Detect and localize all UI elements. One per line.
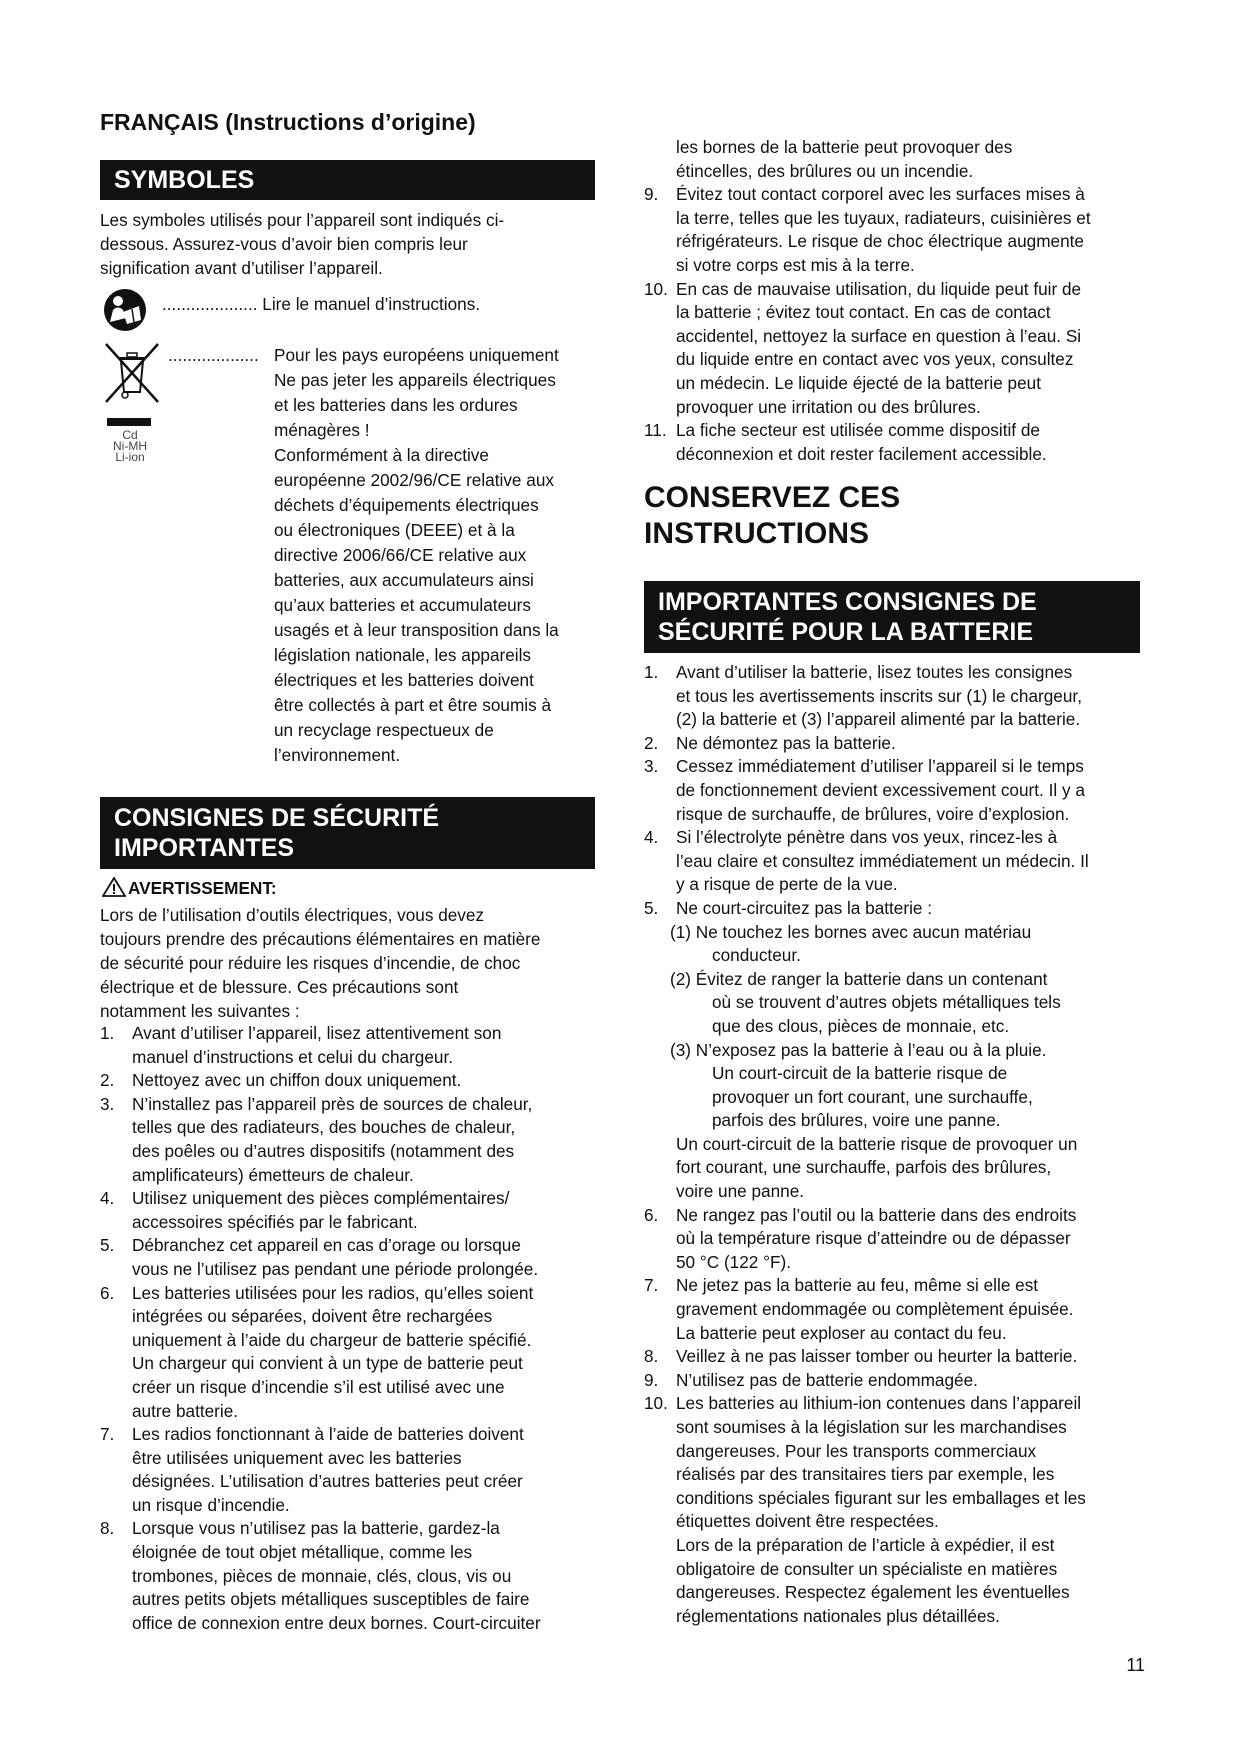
battery-list xyxy=(644,661,1144,921)
battery-subitem xyxy=(644,1039,1144,1133)
battery-item5-note xyxy=(644,1133,1144,1204)
list-item-line: Cessez immédiatement d’utiliser l’appareil si le temps xyxy=(676,756,1084,777)
list-item-number: 4. xyxy=(100,1188,115,1209)
list-item xyxy=(644,755,1144,826)
weee-bar xyxy=(107,418,151,426)
weee-dots-text: ................... xyxy=(168,345,259,365)
list-item-line: Ne jetez pas la batterie au feu, même si elle est xyxy=(676,1275,1039,1296)
weee-line: électriques et les batteries doivent xyxy=(274,670,534,690)
warning-line: électrique et de blessure. Ces précautions sont xyxy=(100,977,459,997)
list-item xyxy=(100,1022,605,1069)
list-item-number: 5. xyxy=(644,897,659,918)
list-item-line: autre batterie. xyxy=(132,1400,239,1421)
page-number: 11 xyxy=(1126,1655,1145,1675)
list-item xyxy=(644,826,1144,897)
battery-subitem-first xyxy=(670,921,1144,945)
list-item-line: office de connexion entre deux bornes. Court-circuiter xyxy=(132,1612,541,1633)
symbols-heading xyxy=(100,160,595,200)
battery-subitem-line: Un court-circuit de la batterie risque de xyxy=(712,1063,1008,1084)
weee-line: l’environnement. xyxy=(274,745,401,765)
weee-line: ou électroniques (DEEE) et à la xyxy=(274,520,515,540)
list-item-line: accidentel, nettoyez la surface en question à l’eau. Si xyxy=(676,325,1082,346)
list-item-line: manuel d’instructions et celui du chargeur. xyxy=(132,1046,454,1067)
list-item xyxy=(100,1093,605,1187)
weee-line: Pour les pays européens uniquement xyxy=(274,345,559,365)
list-item-line: 50 °C (122 °F). xyxy=(676,1251,792,1272)
list-item-number: 3. xyxy=(644,756,659,777)
list-item-number: 8. xyxy=(100,1518,115,1539)
list-item-line: étiquettes doivent être respectées. xyxy=(676,1511,939,1532)
warning-triangle-icon xyxy=(102,877,128,903)
weee-line: ménagères ! xyxy=(274,420,370,440)
list-item xyxy=(644,419,1144,466)
crossed-bin-icon xyxy=(102,340,162,406)
list-item-number: 6. xyxy=(100,1282,115,1303)
list-item-number: 8. xyxy=(644,1346,659,1367)
list-item xyxy=(644,278,1144,420)
symbols-intro: Les symboles utilisés pour l’appareil sont indiqués ci-dessous. Assurez-vous d’avoir bien compris leur signification avant d’utiliser l’appareil. xyxy=(100,210,505,278)
list-item xyxy=(644,1204,1144,1275)
battery-heading-line2: SÉCURITÉ POUR LA BATTERIE xyxy=(658,618,1034,646)
read-manual-icon xyxy=(103,288,147,332)
list-item-line: N’installez pas l’appareil près de sources de chaleur, xyxy=(132,1093,533,1114)
list-item-line: intégrées ou séparées, doivent être rechargées xyxy=(132,1306,493,1327)
list-item-line: de fonctionnement devient excessivement court. Il y a xyxy=(676,779,1085,800)
list-item-number: 9. xyxy=(644,1369,659,1390)
warning-block xyxy=(100,876,605,1023)
list-item-line: réalisés par des transitaires tiers par exemple, les xyxy=(676,1464,1055,1485)
list-item-line: Utilisez uniquement des pièces complémentaires/ xyxy=(132,1188,510,1209)
list-item-line: la terre, telles que les tuyaux, radiateurs, cuisinières et xyxy=(676,207,1091,228)
list-item-line: y a risque de perte de la vue. xyxy=(676,874,898,895)
list-item-line: N’utilisez pas de batterie endommagée. xyxy=(676,1369,978,1390)
battery-subitem-line: parfois des brûlures, voire une panne. xyxy=(712,1110,1001,1131)
list-item-line: La fiche secteur est utilisée comme dispositif de xyxy=(676,420,1040,441)
list-item-line: gravement endommagée ou complètement épuisée. xyxy=(676,1299,1074,1320)
list-item-line: du liquide entre en contact avec vos yeux, consultez xyxy=(676,349,1074,370)
list-item-line: réglementations nationales plus détaillées. xyxy=(676,1605,1000,1626)
safety-heading-line2: IMPORTANTES xyxy=(114,834,295,862)
list-item-number: 10. xyxy=(644,1393,668,1414)
list-item-number: 7. xyxy=(100,1424,115,1445)
list-item-line: éloignée de tout objet métallique, comme les xyxy=(132,1542,473,1563)
list-item xyxy=(644,897,1144,921)
battery-subitem-number: (1) xyxy=(670,921,692,942)
list-item-line: l’eau claire et consultez immédiatement un médecin. Il xyxy=(676,850,1089,871)
manual-symbol-row xyxy=(162,292,562,316)
list-item-line: Ne rangez pas l’outil ou la batterie dans des endroits xyxy=(676,1204,1077,1225)
battery-item5-line: voire une panne. xyxy=(676,1181,805,1202)
battery-subitem xyxy=(644,968,1144,1039)
keep-line2: INSTRUCTIONS xyxy=(644,517,869,550)
list-item-line: Les batteries utilisées pour les radios, qu’elles soient xyxy=(132,1282,534,1303)
list-item-line: Lors de la préparation de l’article à expédier, il est xyxy=(676,1534,1055,1555)
list-item xyxy=(100,1423,605,1517)
list-item-line: vous ne l’utilisez pas pendant une période prolongée. xyxy=(132,1258,539,1279)
list-item-line: trombones, pièces de monnaie, clés, clous, vis ou xyxy=(132,1565,512,1586)
list-item-number: 4. xyxy=(644,827,659,848)
battery-subitem-text: Évitez de ranger la batterie dans un contenant xyxy=(695,968,1048,989)
battery-item5-line: Un court-circuit de la batterie risque de provoquer un xyxy=(676,1133,1078,1154)
weee-line: européenne 2002/96/CE relative aux xyxy=(274,470,554,490)
warning-label: AVERTISSEMENT: xyxy=(128,878,277,898)
list-item-line: provoquer une irritation ou des brûlures. xyxy=(676,396,981,417)
list-item-line: telles que des radiateurs, des bouches de chaleur, xyxy=(132,1117,516,1138)
list-item-number: 11. xyxy=(644,420,667,441)
list-item xyxy=(644,183,1144,277)
list-item-number: 10. xyxy=(644,278,668,299)
weee-line: être collectés à part et être soumis à xyxy=(274,695,552,715)
list-item-line: créer un risque d’incendie s’il est utilisé avec une xyxy=(132,1376,505,1397)
weee-dots xyxy=(168,343,259,367)
list-item-line: accessoires spécifiés par le fabricant. xyxy=(132,1211,418,1232)
weee-line: et les batteries dans les ordures xyxy=(274,395,518,415)
battery-chem-labels xyxy=(102,430,158,463)
keep-line1: CONSERVEZ CES xyxy=(644,481,901,514)
battery-subitem-number: (2) xyxy=(670,968,692,989)
weee-line: déchets d’équipements électriques xyxy=(274,495,539,515)
manual-dots: .................... xyxy=(162,294,258,314)
list-item-line: réfrigérateurs. Le risque de choc électrique augmente xyxy=(676,231,1084,252)
list-item xyxy=(100,1234,605,1281)
list-item-line: et tous les avertissements inscrits sur (1) le chargeur, xyxy=(676,685,1082,706)
list-item-line: Évitez tout contact corporel avec les surfaces mises à xyxy=(676,184,1085,205)
list-item xyxy=(100,1282,605,1424)
list-item-line: Veillez à ne pas laisser tomber ou heurter la batterie. xyxy=(676,1346,1078,1367)
battery-list-after xyxy=(644,1204,1144,1629)
list-item-number: 2. xyxy=(644,732,659,753)
warning-title xyxy=(100,876,605,903)
list-item-line: (2) la batterie et (3) l’appareil alimenté par la batterie. xyxy=(676,709,1081,730)
list-item-number: 7. xyxy=(644,1275,659,1296)
weee-line: qu’aux batteries et accumulateurs xyxy=(274,595,531,615)
battery-subitem-first xyxy=(670,968,1144,992)
list-item-line: obligatoire de consulter un spécialiste en matières xyxy=(676,1558,1058,1579)
battery-subitem-line: conducteur. xyxy=(712,945,801,966)
list-item-line: amplificateurs) émetteurs de chaleur. xyxy=(132,1164,414,1185)
list-item-number: 6. xyxy=(644,1204,659,1225)
list-item-line: désignées. L’utilisation d’autres batteries peut créer xyxy=(132,1471,523,1492)
battery-subitem xyxy=(644,921,1144,968)
list-item-line: autres petits objets métalliques susceptibles de faire xyxy=(132,1589,530,1610)
warning-line: toujours prendre des précautions élémentaires en matière xyxy=(100,929,541,949)
list-item-line: Débranchez cet appareil en cas d’orage ou lorsque xyxy=(132,1235,521,1256)
list-item xyxy=(644,136,1144,183)
list-item-line: un risque d’incendie. xyxy=(132,1494,290,1515)
list-item-line: Les radios fonctionnant à l’aide de batteries doivent xyxy=(132,1424,524,1445)
list-item xyxy=(100,1517,605,1635)
battery-list-block xyxy=(644,661,1144,1628)
battery-label-nimh: Ni-MH xyxy=(113,439,147,453)
list-item-number: 2. xyxy=(100,1070,115,1091)
list-item xyxy=(100,1187,605,1234)
list-item-line: Lorsque vous n’utilisez pas la batterie, gardez-la xyxy=(132,1518,500,1539)
battery-subitem-line: provoquer un fort courant, une surchauffe, xyxy=(712,1086,1033,1107)
weee-line: Ne pas jeter les appareils électriques xyxy=(274,370,556,390)
weee-line: législation nationale, les appareils xyxy=(274,645,532,665)
list-item xyxy=(644,661,1144,732)
list-item-line: déconnexion et doit rester facilement accessible. xyxy=(676,443,1047,464)
weee-line: batteries, aux accumulateurs ainsi xyxy=(274,570,534,590)
list-item-line: un médecin. Le liquide éjecté de la batterie peut xyxy=(676,372,1042,393)
battery-subitem-line: que des clous, pièces de monnaie, etc. xyxy=(712,1015,1010,1036)
manual-text: Lire le manuel d’instructions. xyxy=(262,294,481,314)
list-item-line: Avant d’utiliser l’appareil, lisez attentivement son xyxy=(132,1023,502,1043)
list-item-line: la batterie ; évitez tout contact. En cas de contact xyxy=(676,302,1051,323)
symbols-heading-text: SYMBOLES xyxy=(114,166,255,194)
weee-line: directive 2006/66/CE relative aux xyxy=(274,545,527,565)
battery-subitem-text: Ne touchez les bornes avec aucun matériau xyxy=(695,921,1032,942)
list-item-line: En cas de mauvaise utilisation, du liquide peut fuir de xyxy=(676,278,1082,299)
list-item xyxy=(644,1274,1144,1345)
weee-line: usagés et à leur transposition dans la xyxy=(274,620,559,640)
warning-line: notamment les suivantes : xyxy=(100,1001,300,1021)
list-item-line: les bornes de la batterie peut provoquer des xyxy=(676,137,1013,157)
list-item xyxy=(644,732,1144,756)
battery-heading-line1: IMPORTANTES CONSIGNES DE xyxy=(658,588,1037,616)
list-item-line: Les batteries au lithium-ion contenues dans l’appareil xyxy=(676,1393,1082,1414)
list-item-line: étincelles, des brûlures ou un incendie. xyxy=(676,160,974,181)
safety-heading-line1: CONSIGNES DE SÉCURITÉ xyxy=(114,804,440,832)
page-language-title: FRANÇAIS (Instructions d’origine) xyxy=(100,109,476,135)
list-item-number: 5. xyxy=(100,1235,115,1256)
battery-subitems xyxy=(644,921,1144,1133)
list-item-line: risque de surchauffe, de brûlures, voire d’explosion. xyxy=(676,803,1070,824)
list-item-line: conditions spéciales figurant sur les emballages et les xyxy=(676,1487,1086,1508)
safety-list-continued xyxy=(644,136,1144,466)
list-item-number: 1. xyxy=(100,1023,115,1043)
battery-label-cd: Cd xyxy=(122,428,138,442)
battery-label-liion: Li-ion xyxy=(115,450,145,464)
list-item-number: 9. xyxy=(644,184,659,205)
list-item-line: où la température risque d’atteindre ou de dépasser xyxy=(676,1228,1071,1249)
warning-line: de sécurité pour réduire les risques d’incendie, de choc xyxy=(100,953,521,973)
weee-text xyxy=(274,343,604,768)
battery-heading xyxy=(644,581,1140,653)
warning-line: Lors de l’utilisation d’outils électriques, vous devez xyxy=(100,905,485,925)
list-item-line: Ne court-circuitez pas la batterie : xyxy=(676,897,933,918)
battery-subitem-first xyxy=(670,1039,1144,1063)
list-item-line: uniquement à l’aide du chargeur de batterie spécifié. xyxy=(132,1329,532,1350)
keep-instructions-title xyxy=(644,480,900,552)
battery-subitem-number: (3) xyxy=(670,1039,692,1060)
list-item xyxy=(644,1345,1144,1369)
battery-subitem-line: où se trouvent d’autres objets métalliques tels xyxy=(712,992,1061,1013)
list-item-line: Ne démontez pas la batterie. xyxy=(676,732,896,753)
list-item xyxy=(644,1392,1144,1628)
list-item xyxy=(100,1069,605,1093)
list-item-line: dangereuses. Pour les transports commerciaux xyxy=(676,1440,1037,1461)
list-item-line: des poêles ou d’autres dispositifs (notamment des xyxy=(132,1140,515,1161)
battery-item5-line: fort courant, une surchauffe, parfois des brûlures, xyxy=(676,1157,1052,1178)
list-item-line: si votre corps est mis à la terre. xyxy=(676,254,915,275)
safety-heading xyxy=(100,797,595,869)
list-item-line: Nettoyez avec un chiffon doux uniquement. xyxy=(132,1070,462,1091)
list-item-number: 3. xyxy=(100,1093,115,1114)
list-item-line: Si l’électrolyte pénètre dans vos yeux, rincez-les à xyxy=(676,827,1058,848)
safety-list xyxy=(100,1022,605,1635)
list-item-line: être utilisées uniquement avec les batteries xyxy=(132,1447,462,1468)
list-item-line: Un chargeur qui convient à un type de batterie peut xyxy=(132,1353,523,1374)
list-item-line: Avant d’utiliser la batterie, lisez toutes les consignes xyxy=(676,662,1073,682)
list-item-line: sont soumises à la législation sur les marchandises xyxy=(676,1417,1067,1437)
weee-line: Conformément à la directive xyxy=(274,445,489,465)
weee-line: un recyclage respectueux de xyxy=(274,720,494,740)
list-item-line: dangereuses. Respectez également les éventuelles xyxy=(676,1582,1070,1603)
list-item xyxy=(644,1369,1144,1393)
list-item-line: La batterie peut exploser au contact du feu. xyxy=(676,1322,1007,1343)
list-item-number: 1. xyxy=(644,662,659,682)
battery-subitem-text: N’exposez pas la batterie à l’eau ou à la pluie. xyxy=(695,1039,1047,1060)
